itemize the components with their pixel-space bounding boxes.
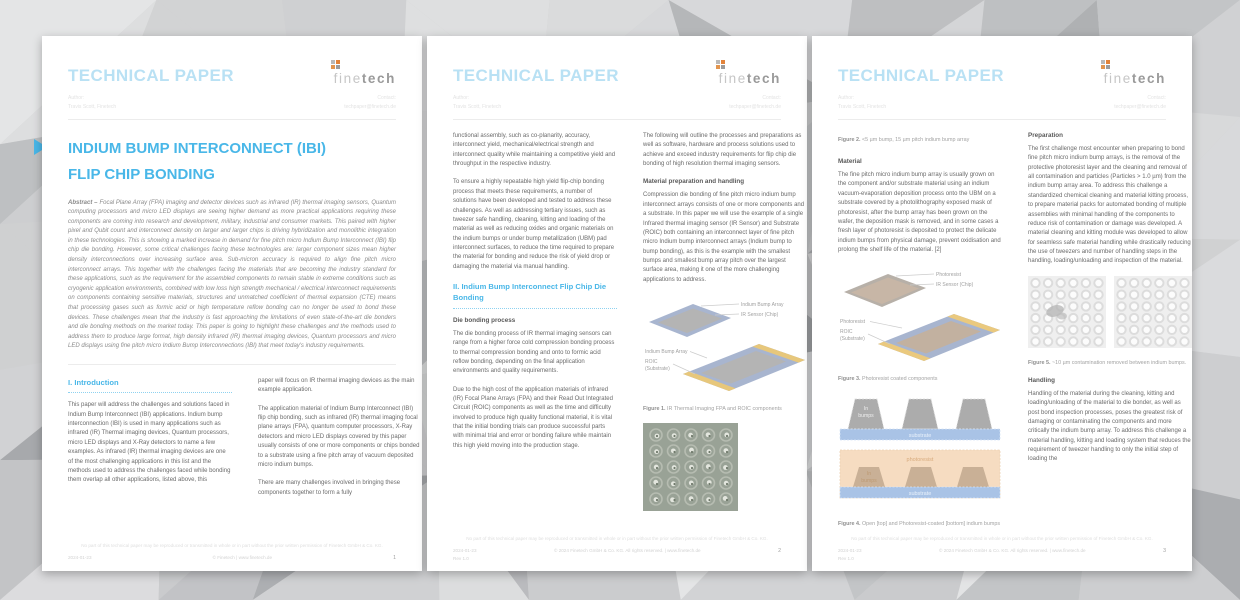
paragraph: To ensure a highly repeatable high yield flip-chip bonding process that meets these requirements, a number of solutions have been developed and tested to address these challenges. As well as addressing tertiary issues, such as tweezer safe handling, cleaning, kitting and loading of the material as well as reducing oxides and organic materials on the indium bumps or under bump metallization (UBM) pad interconnect surfaces, to reduce the time required to prepare the material for bonding and reduce the risk of yield drop or damaging the material via manual handling. <box>453 179 615 270</box>
figure4-cross-sections <box>838 393 1002 511</box>
page3-footer: No part of this technical paper may be reproduced or transmitted in whole or in part without the prior written permission of Finetech GmbH & Co. KG. 2024-01-23 Rev 1.0 © 2024 Finetech GmbH & Co. KG. All rights reserved. | www.finetech.de 3 <box>838 536 1166 561</box>
contact-block: Contact: techpaper@finetech.de <box>344 95 396 110</box>
author-contact-row <box>838 94 1166 111</box>
paragraph: paper will focus on IR thermal imaging devices as the main example application. <box>258 378 415 394</box>
footer-date-rev: 2024-01-23 Rev 1.0 <box>453 548 477 561</box>
page1-column-right <box>258 377 422 507</box>
finetech-logo <box>1101 60 1166 86</box>
figure1-diagram <box>643 294 807 401</box>
figure3-caption: Figure 3. Photoresist coated components <box>838 376 938 383</box>
kicker-technical-paper: TECHNICAL PAPER <box>838 66 1004 85</box>
finetech-logo-word: finetech <box>1103 71 1166 86</box>
fig3-label-ir-sensor-chip: IR Sensor (Chip) <box>936 282 974 289</box>
page2-column-left <box>453 132 617 516</box>
figure4-caption: Figure 4. Open [top] and Photoresist-coated [bottom] indium bumps <box>838 521 1001 528</box>
fig4-label-substrate-bottom: substrate <box>908 491 932 498</box>
paragraph: Due to the high cost of the application materials of infrared (IR) Focal Plane Arrays (FPA) and their Read Out Integrated Circuit (ROIC) components as well as the time and difficulty involved to produce high quality functional material, it is vital that the initial bonding trials can produce successful parts with minimal trial and error or bonding failure while maintain this high yield moving into the production stage. <box>453 386 613 449</box>
subheading-preparation: Preparation <box>1028 132 1063 139</box>
figure3-diagram <box>838 264 1002 371</box>
author-block: Author: Travis Scott, Finetech <box>453 95 502 110</box>
header-divider <box>453 119 781 120</box>
paragraph: functional assembly, such as co-planarity, accuracy, interconnect yield, mechanical/electrical strength and interconnect quality while maintaining a competitive yield and throughput in the respective industry. <box>453 133 616 168</box>
paper-page-2 <box>427 36 807 571</box>
page3-column-left <box>838 132 1002 539</box>
subheading-die-bonding-process: Die bonding process <box>453 316 516 324</box>
page-number: 3 <box>1163 548 1166 555</box>
paragraph: The fine pitch micro indium bump array is usually grown on the component and/or substrate material using an indium vacuum-evaporation deposition process onto the UBM on a substrate covered by a photolithography exposed mask of photoresist, after the bump array has been grown on the wafer, the deposition mask is removed, and in some cases a fresh layer of photoresist is deposited to protect the delicate indium bumps from physical damage, prevent oxidisation and prolong the shelf life of the material. [2] <box>838 172 1001 253</box>
figure5-contamination-photos <box>1028 276 1192 350</box>
subheading-material-preparation: Material preparation and handling <box>643 178 745 186</box>
paragraph: Handling of the material during the cleaning, kitting and loading/unloading of the material to die bonder, as well as post bond inspection processes, poses the greatest risk of damaging or contaminating the components and more critically the indium bump array. To address this challenge a material handling, kitting and loading system that reduces the requirement of tweezer handling to only the initial step of loading the <box>1028 390 1191 463</box>
abstract: Abstract – Focal Plane Array (FPA) imaging and detector devices such as infrared (IR) thermal imaging sensors, Quantum computing processors and micro LED displays are seeing higher demand as more practical applications requiring these components are coming into research and development, military, industrial and consumer markets. This paired with higher pixel and Qubit count and interconnect density on larger and larger chips is driving hybridization and monolithic integration in these technologies. This is showing a marked increase in demand for fine pitch micro Indium Bump Interconnect (IBI) flip chip die bonding. However, some critical challenges facing these technologies are: larger component sizes mean higher density interconnections over increasing surface area. Sub-micron accuracy is required to align fine pitch micro interconnect arrays. This together with the challenges facing the materials that are becoming the industry standard for these applications, such as the requirement for the assembled components to remain stable in extreme conditions such as cryogenic application environments, combined with low loss high strength mechanical / electrical interconnect requirements on components containing sensitive materials, structures and unmatched coefficient of thermal expansion (CTE) means that processing gases such as formic acid or high temperature reflow bonding can no longer be used to bond these devices. These challenges mean that the industry is fast approaching the limitations of even state-of-the-art die bonders and die bonding methods on the market today. This paper is going to highlight these challenges and the methods used to address them to produce large format, high density infrared (IR) thermal imaging devices, Quantum processors and micro LED displays using fine pitch micro Indium Bump Interconnections (IBI) that meet today's industry requirements. <box>68 199 397 350</box>
page3-column-right <box>1028 132 1192 539</box>
paragraph: This paper will address the challenges and solutions faced in Indium Bump Interconnect (IBI) applications. Indium bump interconnection (IBI) is used in many applications such as infrared (IR) Thermal imaging devices, Quantum processors, micro LED displays and X-Ray detectors to name a few examples. As infrared (IR) thermal imaging devices are one of the most challenging applications in this list and the methods used to address the challenges faced while bonding them overlap all other applications, listed above, this <box>68 402 231 484</box>
author-block: Author: Travis Scott, Finetech <box>68 95 117 110</box>
fig1-label-indium-bump-array-bottom: Indium Bump Array <box>645 349 688 356</box>
author-contact-row <box>68 94 396 111</box>
header-divider <box>68 119 396 120</box>
paragraph: The first challenge most encounter when preparing to bond fine pitch micro indium bump arrays, is the removal of the protective photoresist layer and the cleaning and removal of all contamination and particles (Particles > 1.0 µm) from the indium bump array area. To address this challenge a standardized chemical cleaning and material kitting process, to prepare material packs for automated bonding of multiple assemblies with minimal handling of the components to reduce risk of contamination or damage was developed. A material cleaning and kitting module was developed to allow for seamless safe material handling while drastically reducing the use of tweezers and number of handling steps in the handling, loading/unloading and inspection of the material. <box>1028 146 1191 265</box>
fig3-label-photoresist-top: Photoresist <box>936 272 962 279</box>
page1-footer: No part of this technical paper may be reproduced or transmitted in whole or in part without the prior written permission of Finetech GmbH & Co. KG. 2024-01-23 © Finetech | www.finetech.de 1 <box>68 542 396 561</box>
paragraph: The following will outline the processes and preparations as well as software, hardware and process solutions used to achieve and exceed industry requirements for flip chip die bonding of high resolution thermal imaging sensors. <box>643 133 802 168</box>
finetech-logo-word: finetech <box>718 71 781 86</box>
subheading-material: Material <box>838 158 862 166</box>
kicker-technical-paper: TECHNICAL PAPER <box>68 66 234 85</box>
finetech-logo <box>716 60 781 86</box>
fig3-label-photoresist-bottom: Photoresist <box>840 319 866 326</box>
footer-date-rev: 2024-01-23 Rev 1.0 <box>838 548 862 561</box>
page2-column-right <box>643 132 807 516</box>
contact-block: Contact: techpaper@finetech.de <box>729 95 781 110</box>
paragraph: Compression die bonding of fine pitch micro indium bump interconnect arrays consists of one or more components and a substrate. In this paper we will use the example of a single Infrared thermal imaging sensor (IR Sensor) and Substrate (ROIC) both containing an interconnect layer of fine pitch micro Indium bump interconnect arrays (Indium bump to bump bonding), as this is the example with the smallest bumps and smallest bump array pitch over the largest surface area, making it one of the more challenging applications to address. <box>643 192 805 283</box>
paper-page-1 <box>42 36 422 571</box>
finetech-logo-word: finetech <box>333 71 396 86</box>
figure2-bump-array-photo <box>643 423 738 511</box>
paper-page-3 <box>812 36 1192 571</box>
finetech-logo-icon <box>1101 60 1110 69</box>
section-heading-introduction: I. Introduction <box>68 377 232 393</box>
fig1-label-indium-bump-array-top: Indium Bump Array <box>741 302 784 309</box>
author-block: Author: Travis Scott, Finetech <box>838 95 887 110</box>
header-divider <box>838 119 1166 120</box>
figure4-diagram <box>838 393 1002 516</box>
page-number: 2 <box>778 548 781 555</box>
subheading-handling: Handling <box>1028 376 1055 384</box>
fig3-label-substrate: (Substrate) <box>840 336 865 343</box>
paragraph: There are many challenges involved in bringing these components together to form a fully <box>258 480 401 496</box>
contact-block: Contact: techpaper@finetech.de <box>1114 95 1166 110</box>
figure1-caption: Figure 1. IR Thermal Imaging FPA and ROIC components <box>643 406 782 413</box>
page-number: 1 <box>393 554 396 561</box>
section-heading-die-bonding: II. Indium Bump Interconnect Flip Chip Die Bonding <box>453 281 617 309</box>
fig4-label-photoresist: photoresist <box>906 457 934 464</box>
fig4-label-in-bottom: In <box>866 471 872 478</box>
figure1-isometric-chips <box>643 294 807 396</box>
page1-column-left <box>68 377 232 507</box>
fig1-label-substrate: (Substrate) <box>645 366 670 373</box>
author-contact-row <box>453 94 781 111</box>
page2-footer: No part of this technical paper may be reproduced or transmitted in whole or in part without the prior written permission of Finetech GmbH & Co. KG. 2024-01-23 Rev 1.0 © 2024 Finetech GmbH & Co. KG. All rights reserved. | www.finetech.de 2 <box>453 536 781 561</box>
footer-date: 2024-01-23 <box>68 554 92 560</box>
fig1-label-ir-sensor-chip: IR Sensor (Chip) <box>741 312 779 319</box>
figure3-photoresist-chips <box>838 264 1002 366</box>
paragraph: The die bonding process of IR thermal imaging sensors can range from a higher force cold compression bonding process to thermal compression bonding and onto to formic acid reflow bonding, depending on the final application environments and quality requirements. <box>453 330 615 375</box>
paper-title: INDIUM BUMP INTERCONNECT (IBI) FLIP CHIP BONDING <box>68 140 327 184</box>
footer-copyright: © 2024 Finetech GmbH & Co. KG. All rights reserved. | www.finetech.de <box>554 548 701 554</box>
footer-copyright: © 2024 Finetech GmbH & Co. KG. All rights reserved. | www.finetech.de <box>939 548 1086 554</box>
finetech-logo <box>331 60 396 86</box>
fig4-label-bumps: bumps <box>858 413 874 420</box>
fig4-label-bumps-bottom: bumps <box>861 478 877 485</box>
fig4-label-in: In <box>863 406 869 413</box>
fig4-label-substrate-top: substrate <box>908 433 932 440</box>
paragraph: The application material of Indium Bump Interconnect (IBI) flip chip bonding, such as infrared (IR) thermal imaging focal plane arrays (FPA), quantum computer processors, X-Ray detectors and micro LED displays covered by this paper usually consists of one or more components or chips bonded to a substrate using a fine pitch array of vacuum deposited micro indium bumps. <box>258 405 420 468</box>
finetech-logo-icon <box>331 60 340 69</box>
footer-copyright: © Finetech | www.finetech.de <box>212 554 273 560</box>
kicker-technical-paper: TECHNICAL PAPER <box>453 66 619 85</box>
figure5-caption: Figure 5. ~10 µm contamination removed between indium bumps. <box>1028 359 1187 366</box>
figure2-caption: Figure 2. <5 µm bump, 15 µm pitch indium bump array <box>838 137 970 143</box>
fig1-label-roic: ROIC <box>645 359 658 366</box>
fig3-label-roic: ROIC <box>840 329 853 336</box>
finetech-logo-icon <box>716 60 725 69</box>
abstract-divider <box>68 364 396 365</box>
